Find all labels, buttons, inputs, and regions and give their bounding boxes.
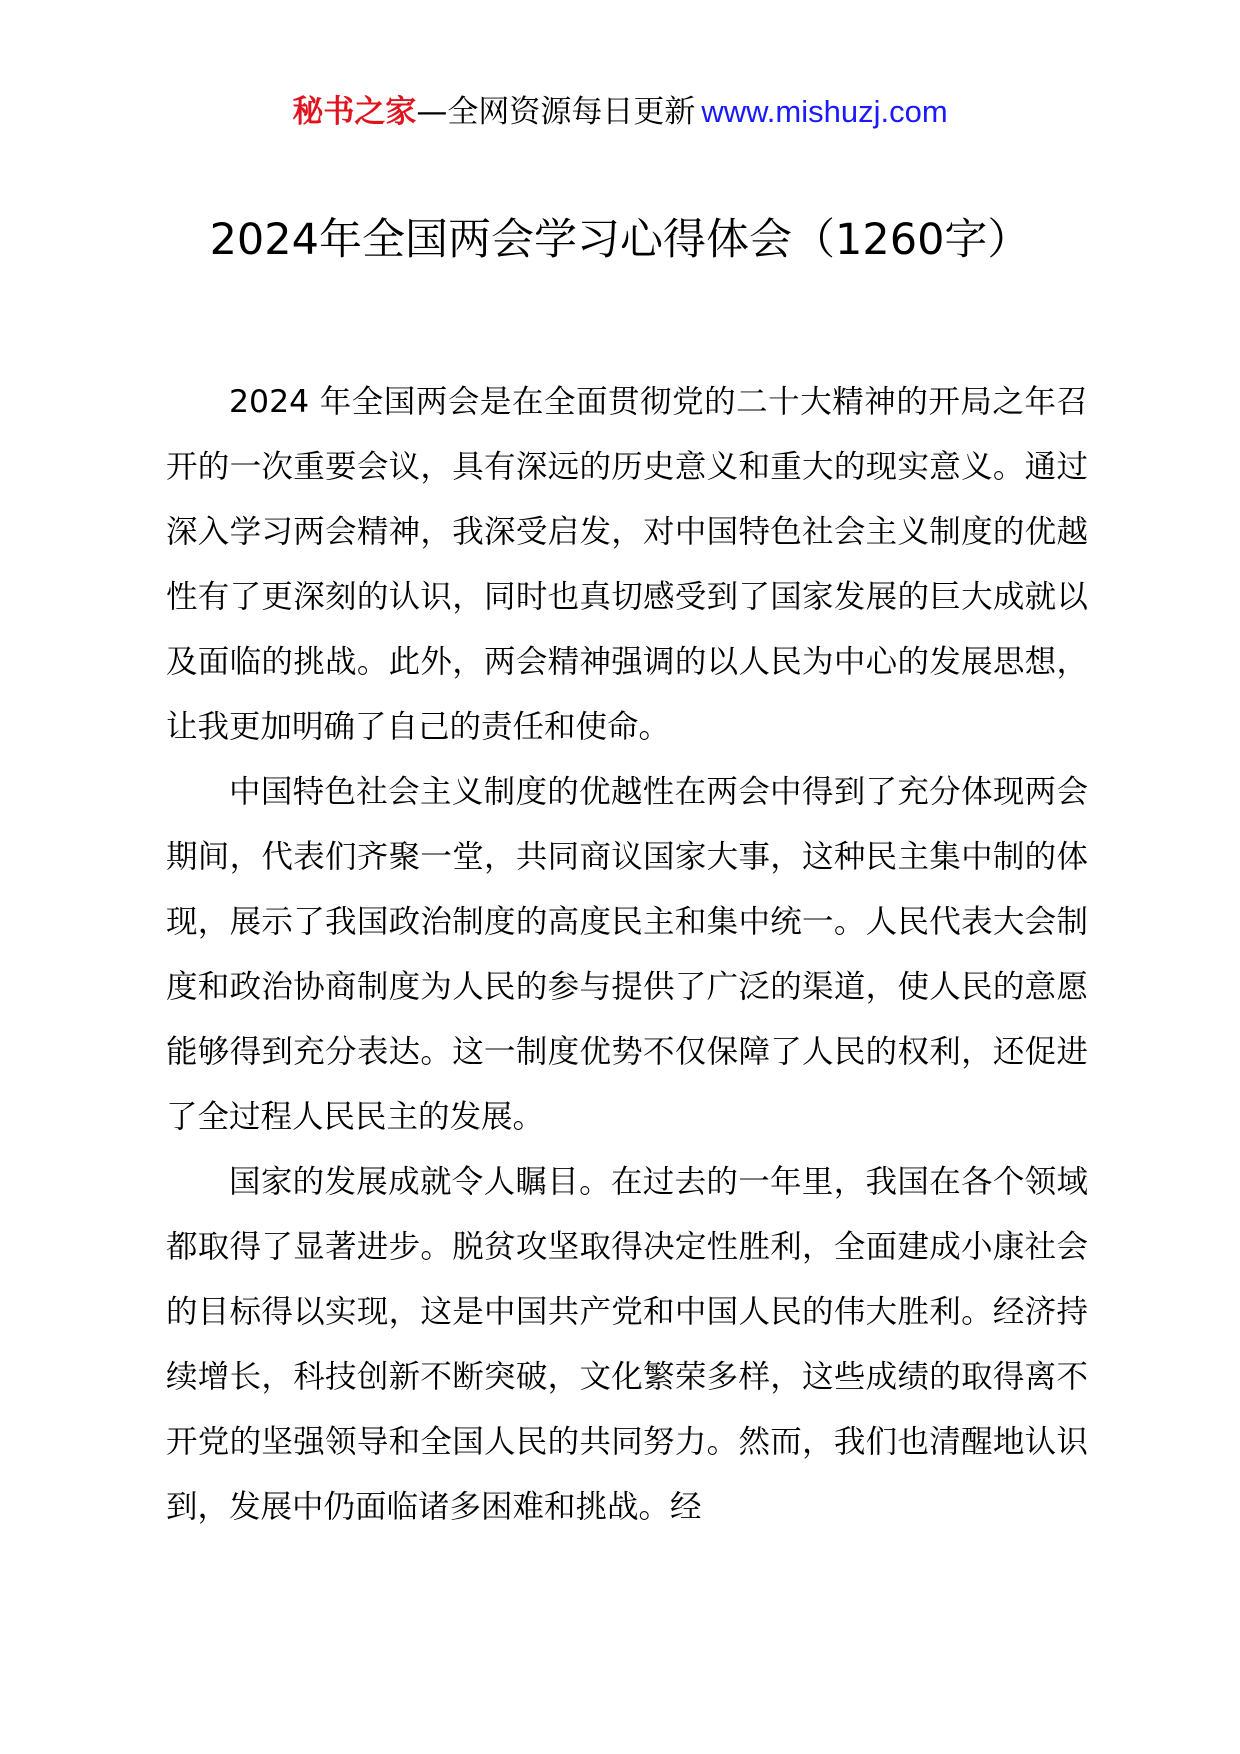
site-slogan: —全网资源每日更新 [416,94,696,130]
paragraph-1: 2024 年全国两会是在全面贯彻党的二十大精神的开局之年召开的一次重要会议，具有深远的历史意义和重大的现实意义。通过深入学习两会精神，我深受启发，对中国特色社会主义制度的优越性有了更深刻的认识，同时也真切感受到了国家发展的巨大成就以及面临的挑战。此外，两会精神强调的以人民为中心的发展思想，让我更加明确了自己的责任和使命。 [166,384,1088,745]
site-header [0,92,1240,132]
document-body [166,370,1088,1540]
brand-name: 秘书之家 [292,94,417,130]
document-title: 2024年全国两会学习心得体会（1260字） [209,215,1031,265]
paragraph-2: 中国特色社会主义制度的优越性在两会中得到了充分体现两会期间，代表们齐聚一堂，共同商议国家大事，这种民主集中制的体现，展示了我国政治制度的高度民主和集中统一。人民代表大会制度和政治协商制度为人民的参与提供了广泛的渠道，使人民的意愿能够得到充分表达。这一制度优势不仅保障了人民的权利，还促进了全过程人民民主的发展。 [166,774,1088,1135]
site-url-link[interactable]: www.mishuzj.com [701,94,948,129]
paragraph-3: 国家的发展成就令人瞩目。在过去的一年里，我国在各个领域都取得了显著进步。脱贫攻坚取得决定性胜利，全面建成小康社会的目标得以实现，这是中国共产党和中国人民的伟大胜利。经济持续增长，科技创新不断突破，文化繁荣多样，这些成绩的取得离不开党的坚强领导和全国人民的共同努力。然而，我们也清醒地认识到，发展中仍面临诸多困难和挑战。经 [166,1164,1088,1525]
